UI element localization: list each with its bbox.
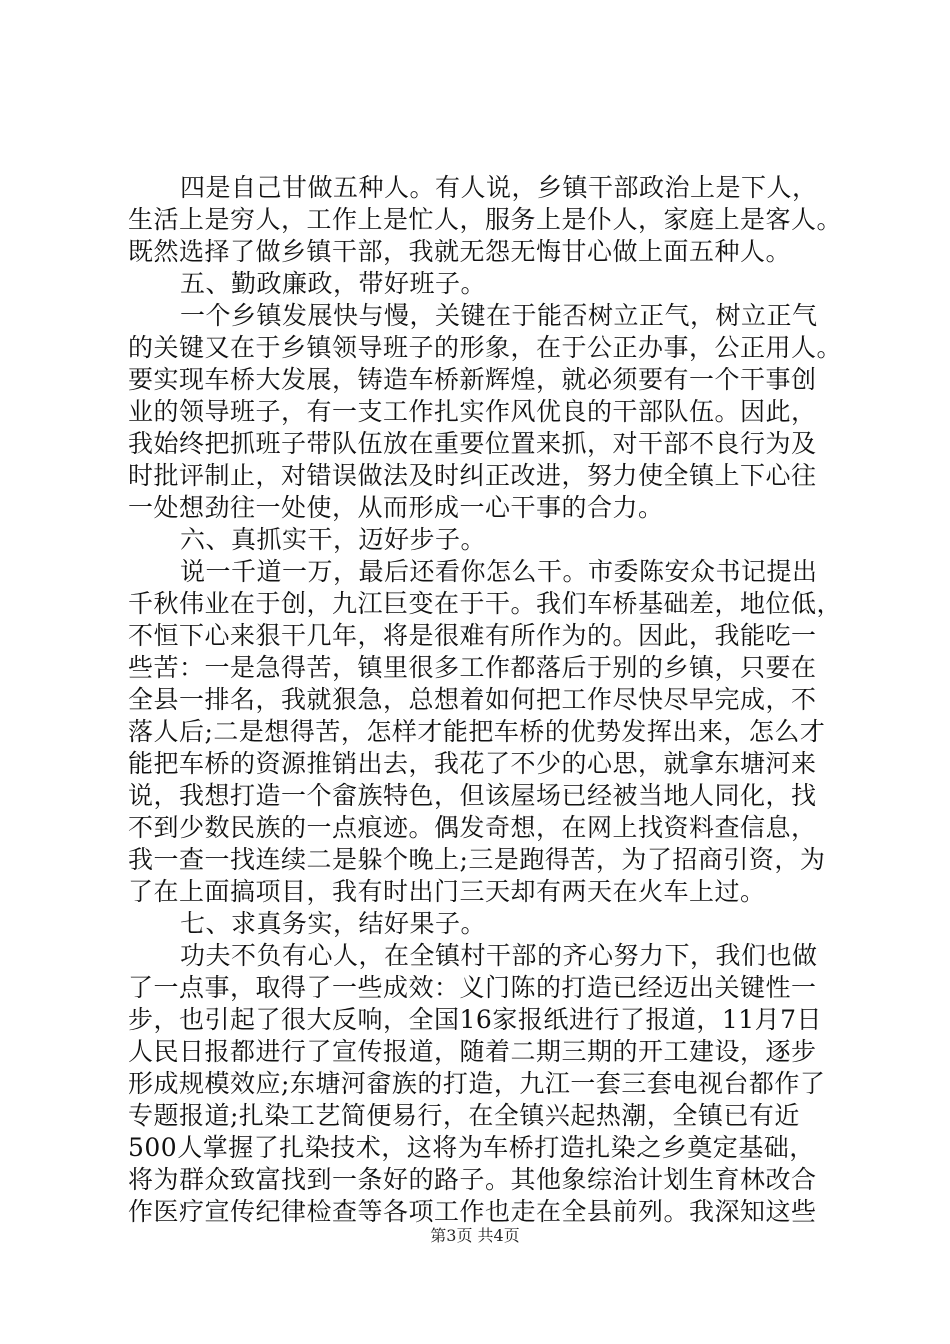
page-footer: 第3页 共4页 — [430, 1226, 520, 1245]
text-line: 说，我想打造一个畲族特色，但该屋场已经被当地人同化，找 — [128, 781, 817, 810]
text-line: 步，也引起了很大反响，全国16家报纸进行了报道，11月7日 — [128, 1005, 823, 1034]
text-line: 说一千道一万，最后还看你怎么干。市委陈安众书记提出 — [180, 557, 818, 586]
text-line: 千秋伟业在于创，九江巨变在于干。我们车桥基础差，地位低， — [128, 589, 843, 618]
text-line: 业的领导班子，有一支工作扎实作风优良的干部队伍。因此， — [128, 397, 817, 426]
text-line: 生活上是穷人，工作上是忙人，服务上是仆人，家庭上是客人。 — [128, 205, 843, 234]
text-line: 我一查一找连续二是躲个晚上;三是跑得苦，为了招商引资，为 — [128, 845, 826, 874]
text-line: 500人掌握了扎染技术，这将为车桥打造扎染之乡奠定基础， — [128, 1133, 815, 1162]
document-body — [128, 172, 848, 1228]
text-line: 形成规模效应;东塘河畲族的打造，九江一套三套电视台都作了 — [128, 1069, 826, 1098]
text-line: 时批评制止，对错误做法及时纠正改进，努力使全镇上下心往 — [128, 461, 817, 490]
text-line: 功夫不负有心人，在全镇村干部的齐心努力下，我们也做 — [180, 941, 818, 970]
text-line: 五、勤政廉政，带好班子。 — [180, 269, 487, 298]
text-line: 一处想劲往一处使，从而形成一心干事的合力。 — [128, 493, 664, 522]
text-line: 些苦：一是急得苦，镇里很多工作都落后于别的乡镇，只要在 — [128, 653, 817, 682]
text-line: 四是自己甘做五种人。有人说，乡镇干部政治上是下人， — [180, 173, 818, 202]
text-line: 了在上面搞项目，我有时出门三天却有两天在火车上过。 — [128, 877, 766, 906]
text-line: 人民日报都进行了宣传报道，随着二期三期的开工建设，逐步 — [128, 1037, 817, 1066]
text-line: 将为群众致富找到一条好的路子。其他象综治计划生育林改合 — [128, 1165, 817, 1194]
text-line: 作医疗宣传纪律检查等各项工作也走在全县前列。我深知这些 — [128, 1197, 817, 1226]
text-line: 六、真抓实干，迈好步子。 — [180, 525, 487, 554]
text-line: 我始终把抓班子带队伍放在重要位置来抓，对干部不良行为及 — [128, 429, 817, 458]
text-line: 能把车桥的资源推销出去，我花了不少的心思，就拿东塘河来 — [128, 749, 817, 778]
text-line: 七、求真务实，结好果子。 — [180, 909, 487, 938]
text-line: 了一点事，取得了一些成效：义门陈的打造已经迈出关键性一 — [128, 973, 817, 1002]
text-line: 的关键又在于乡镇领导班子的形象，在于公正办事，公正用人。 — [128, 333, 843, 362]
text-line: 全县一排名，我就狠急，总想着如何把工作尽快尽早完成，不 — [128, 685, 817, 714]
text-line: 要实现车桥大发展，铸造车桥新辉煌，就必须要有一个干事创 — [128, 365, 817, 394]
text-line: 落人后;二是想得苦，怎样才能把车桥的优势发挥出来，怎么才 — [128, 717, 826, 746]
text-line: 不恒下心来狠干几年，将是很难有所作为的。因此，我能吃一 — [128, 621, 817, 650]
text-line: 一个乡镇发展快与慢，关键在于能否树立正气，树立正气 — [180, 301, 818, 330]
text-line: 不到少数民族的一点痕迹。偶发奇想，在网上找资料查信息， — [128, 813, 817, 842]
text-line: 专题报道;扎染工艺简便易行，在全镇兴起热潮，全镇已有近 — [128, 1101, 800, 1130]
text-line: 既然选择了做乡镇干部，我就无怨无悔甘心做上面五种人。 — [128, 237, 792, 266]
